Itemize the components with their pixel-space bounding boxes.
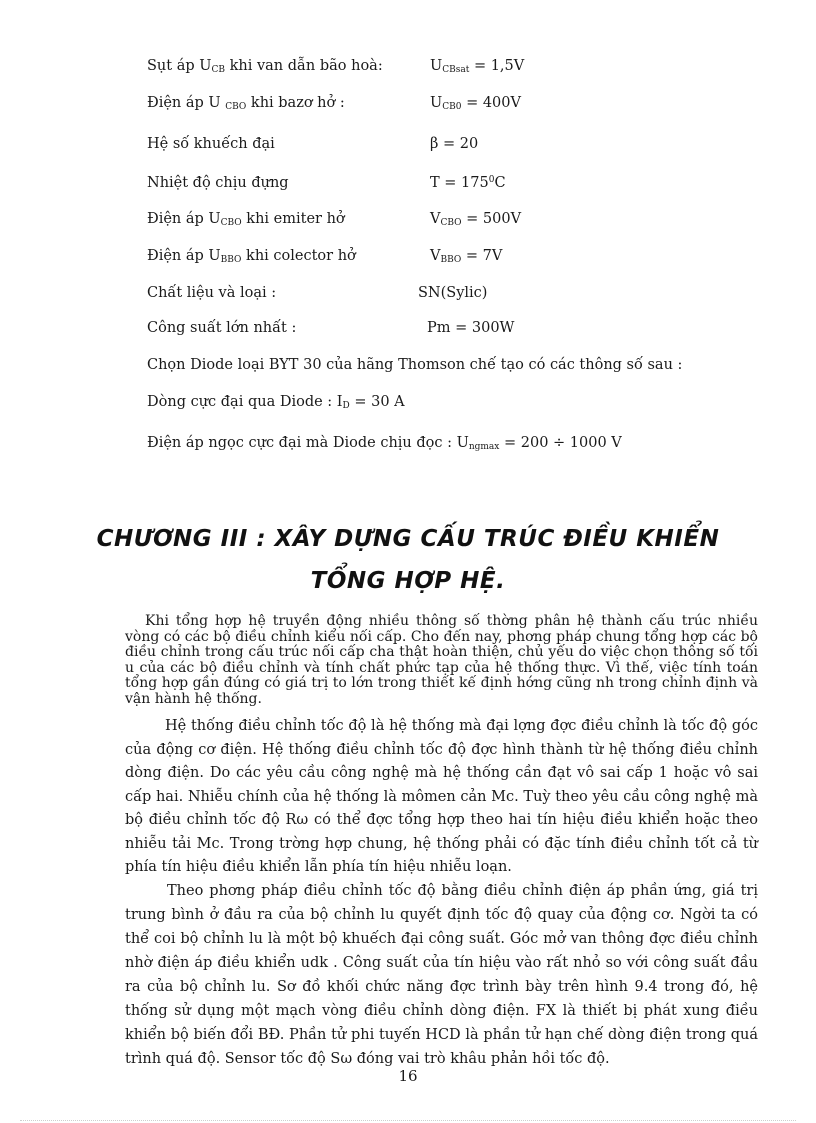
spec-value: $V_{BBO} = 7V$ — [430, 248, 503, 265]
spec-value: SN(Sylic) — [418, 285, 488, 301]
spec-label: Sụt áp $U_{CB}$ khi van dẫn bão hoà: — [147, 58, 383, 75]
body-paragraph: Theo phơng pháp điều chỉnh tốc độ bằng điều chỉnh điện áp phần ứng, giá trị trung bình ở đầu ra của bộ chỉnh lu quyết định tốc độ quay của động cơ. Ngời ta có thể coi bộ chỉnh lu là một bộ khuếch đại công suất. Góc mở van thông đợc điều chỉnh nhờ điện áp điều khiển udk . Công suất của tín hiệu vào rất nhỏ so với công suất đầu ra của bộ chỉnh lu. Sơ đồ khối chức năng đợc trình bày trên hình 9.4 trong đó, hệ thống sử dụng một mạch vòng điều chỉnh dòng điện. FX là thiết bị phát xung điều khiển bộ biến đổi BĐ. Phần tử phi tuyến HCD là phần tử hạn chế dòng điện trong quá trình quá độ. Sensor tốc độ Sω đóng vai trò khâu phản hồi tốc độ. — [125, 883, 758, 1067]
spec-value: $T = 175^0C$ — [430, 175, 506, 191]
spec-label: Điện áp U $_{CBO}$ khi bazơ hở : — [147, 95, 345, 112]
chapter-subtitle: TỔNG HỢP HỆ. — [310, 568, 506, 594]
body-paragraph: Hệ thống điều chỉnh tốc độ là hệ thống mà đại lợng đợc điều chỉnh là tốc độ góc của động cơ điện. Hệ thống điều chỉnh tốc độ đợc hình thành từ hệ thống điều chỉnh dòng điện. Do các yêu cầu công nghệ mà hệ thống cần đạt vô sai cấp 1 hoặc vô sai cấp hai. Nhiễu chính của hệ thống là mômen cản Mc. Tuỳ theo yêu cầu công nghệ mà bộ điều chỉnh tốc độ Rω có thể đợc tổng hợp theo hai tín hiệu điều khiển hoặc theo nhiễu tải Mc. Trong trờng hợp chung, hệ thống phải có đặc tính điều chỉnh tốt cả từ phía tín hiệu điều khiển lẫn phía tín hiệu nhiễu loạn. — [125, 718, 758, 875]
spec-label: Chất liệu và loại : — [147, 285, 277, 301]
diode-current: Dòng cực đại qua Diode : $I_D = 30$ A — [147, 394, 405, 411]
spec-label: Công suất lớn nhất : — [147, 320, 297, 336]
diode-voltage: Điện áp ngọc cực đại mà Diode chịu đọc : $U_{ngmax} = 200 \div 1000$ V — [147, 435, 622, 452]
body-paragraph: Khi tổng hợp hệ truyền động nhiều thông số thờng phân hệ thành cấu trúc nhiều vòng có các bộ điều chỉnh kiểu nối cấp. Cho đến nay, phơng pháp chung tổng hợp các bộ điều chỉnh trong cấu trúc nối cấp cha thật hoàn thiện, chủ yếu do việc chọn thông số tối u của các bộ điều chỉnh và tính chất phức tạp của hệ thống thực. Vì thế, việc tính toán tổng hợp gần đúng có giá trị to lớn trong thiết kế định hớng cũng nh trong chỉnh định và vận hành hệ thống. — [125, 613, 758, 707]
spec-value: $V_{CBO} = 500V$ — [430, 211, 522, 228]
spec-label: Điện áp $U_{CBO}$ khi emiter hở — [147, 211, 345, 228]
diode-intro: Chọn Diode loại BYT 30 của hãng Thomson chế tạo có các thông số sau : — [147, 357, 683, 373]
spec-value: β = 20 — [430, 136, 479, 152]
chapter-title: CHƯƠNG III : XÂY DỰNG CẤU TRÚC ĐIỀU KHIỂN — [96, 526, 720, 552]
spec-label: Điện áp $U_{BBO}$ khi colector hở — [147, 248, 356, 265]
spec-label: Hệ số khuếch đại — [147, 136, 275, 152]
page-edge-divider — [20, 1120, 796, 1121]
spec-label: Nhiệt độ chịu đựng — [147, 175, 289, 191]
spec-value: $U_{CB0} = 400V$ — [430, 95, 521, 112]
spec-value: $U_{CBsat} = 1,5V$ — [430, 58, 525, 75]
page-number: 16 — [398, 1067, 418, 1085]
spec-value: Pm = 300W — [427, 320, 515, 336]
